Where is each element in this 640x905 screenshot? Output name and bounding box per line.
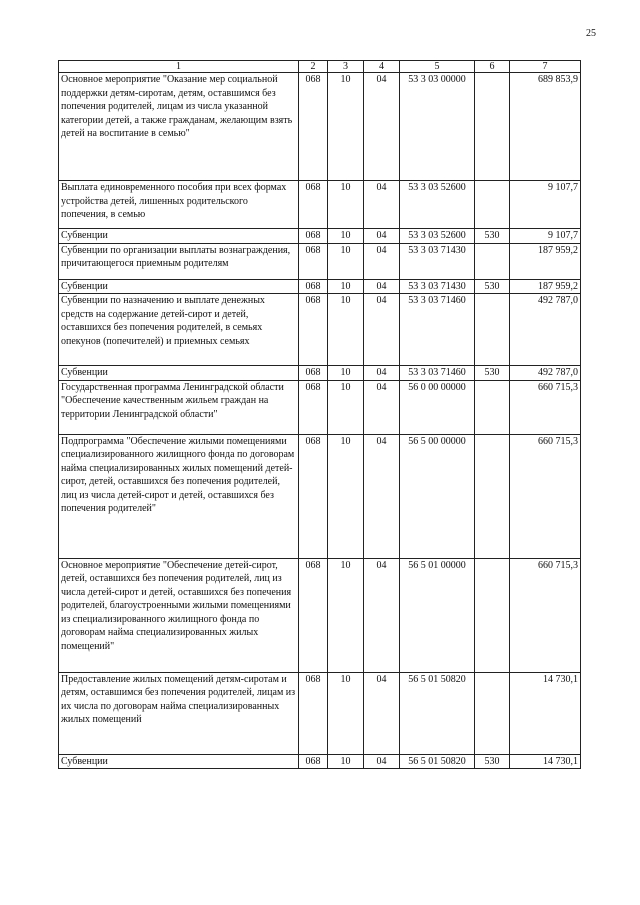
row-name-cell: Выплата единовременного пособия при всех формах устройства детей, лишенных родительского попечения, в семью: [59, 181, 299, 229]
subchapter-code-cell: 04: [364, 229, 400, 244]
section-code-cell: 068: [299, 366, 328, 381]
expense-type-cell: [475, 558, 510, 672]
target-article-cell: 56 5 01 00000: [400, 558, 475, 672]
amount-cell: 660 715,3: [510, 558, 581, 672]
column-header: 4: [364, 61, 400, 73]
expense-type-cell: [475, 380, 510, 434]
section-code-cell: 068: [299, 279, 328, 294]
section-code-cell: 068: [299, 754, 328, 769]
table-row: [59, 754, 581, 769]
target-article-cell: 53 3 03 71430: [400, 243, 475, 279]
expense-type-cell: [475, 243, 510, 279]
subchapter-code-cell: 04: [364, 294, 400, 366]
amount-cell: 492 787,0: [510, 294, 581, 366]
section-code-cell: 068: [299, 380, 328, 434]
expense-type-cell: [475, 181, 510, 229]
section-code-cell: 068: [299, 181, 328, 229]
chapter-code-cell: 10: [328, 366, 364, 381]
target-article-cell: 56 5 01 50820: [400, 672, 475, 754]
column-header: 5: [400, 61, 475, 73]
amount-cell: 14 730,1: [510, 672, 581, 754]
subchapter-code-cell: 04: [364, 243, 400, 279]
amount-cell: 660 715,3: [510, 380, 581, 434]
table-row: [59, 243, 581, 279]
page-number: 25: [586, 28, 596, 39]
target-article-cell: 56 5 01 50820: [400, 754, 475, 769]
table-row: [59, 181, 581, 229]
table-row: [59, 366, 581, 381]
row-name-cell: Субвенции по организации выплаты вознаграждения, причитающегося приемным родителям: [59, 243, 299, 279]
row-name-cell: Основное мероприятие "Оказание мер социальной поддержки детям-сиротам, детям, оставшимся без попечения родителей, лицам из числа указанной категории детей, а также гражданам, желающим взять детей на воспитание в семью": [59, 73, 299, 181]
row-name-cell: Подпрограмма "Обеспечение жилыми помещениями специализированного жилищного фонда по договорам найма специализированных жилых помещений детей-сирот, детей, оставшихся без попечения родителей, лиц из числа детей-сирот и детей, оставшихся без попечения родителей": [59, 434, 299, 558]
amount-cell: 14 730,1: [510, 754, 581, 769]
section-code-cell: 068: [299, 672, 328, 754]
target-article-cell: 53 3 03 52600: [400, 181, 475, 229]
table-row: [59, 434, 581, 558]
section-code-cell: 068: [299, 243, 328, 279]
amount-cell: 187 959,2: [510, 243, 581, 279]
expense-type-cell: [475, 434, 510, 558]
amount-cell: 187 959,2: [510, 279, 581, 294]
section-code-cell: 068: [299, 73, 328, 181]
subchapter-code-cell: 04: [364, 672, 400, 754]
column-header: 3: [328, 61, 364, 73]
subchapter-code-cell: 04: [364, 754, 400, 769]
table-row: [59, 294, 581, 366]
chapter-code-cell: 10: [328, 181, 364, 229]
row-name-cell: Основное мероприятие "Обеспечение детей-сирот, детей, оставшихся без попечения родителей, лиц из числа детей-сирот и детей, оставшихся без попечения родителей, благоустроенными жилыми помещениями из специализированного жилищного фонда по договорам найма специализированных жилых помещений": [59, 558, 299, 672]
chapter-code-cell: 10: [328, 754, 364, 769]
row-name-cell: Государственная программа Ленинградской области "Обеспечение качественным жильем граждан на территории Ленинградской области": [59, 380, 299, 434]
amount-cell: 492 787,0: [510, 366, 581, 381]
table-row: [59, 380, 581, 434]
chapter-code-cell: 10: [328, 380, 364, 434]
budget-table: [58, 60, 581, 769]
expense-type-cell: [475, 294, 510, 366]
table-row: [59, 229, 581, 244]
subchapter-code-cell: 04: [364, 279, 400, 294]
column-header: 7: [510, 61, 581, 73]
column-header: 1: [59, 61, 299, 73]
section-code-cell: 068: [299, 558, 328, 672]
expense-type-cell: [475, 73, 510, 181]
target-article-cell: 53 3 03 00000: [400, 73, 475, 181]
subchapter-code-cell: 04: [364, 181, 400, 229]
expense-type-cell: 530: [475, 229, 510, 244]
table-row: [59, 672, 581, 754]
expense-type-cell: 530: [475, 754, 510, 769]
chapter-code-cell: 10: [328, 243, 364, 279]
target-article-cell: 53 3 03 52600: [400, 229, 475, 244]
column-header: 2: [299, 61, 328, 73]
row-name-cell: Субвенции по назначению и выплате денежных средств на содержание детей-сирот и детей, оставшихся без попечения родителей, в семьях опекунов (попечителей) и приемных семьях: [59, 294, 299, 366]
row-name-cell: Предоставление жилых помещений детям-сиротам и детям, оставшимся без попечения родителей, лицам из их числа по договорам найма специализированных жилых помещений: [59, 672, 299, 754]
section-code-cell: 068: [299, 434, 328, 558]
row-name-cell: Субвенции: [59, 279, 299, 294]
row-name-cell: Субвенции: [59, 754, 299, 769]
row-name-cell: Субвенции: [59, 229, 299, 244]
expense-type-cell: 530: [475, 279, 510, 294]
chapter-code-cell: 10: [328, 229, 364, 244]
chapter-code-cell: 10: [328, 294, 364, 366]
table-row: [59, 558, 581, 672]
target-article-cell: 53 3 03 71460: [400, 294, 475, 366]
section-code-cell: 068: [299, 294, 328, 366]
table-row: [59, 279, 581, 294]
subchapter-code-cell: 04: [364, 558, 400, 672]
section-code-cell: 068: [299, 229, 328, 244]
target-article-cell: 56 0 00 00000: [400, 380, 475, 434]
amount-cell: 9 107,7: [510, 229, 581, 244]
chapter-code-cell: 10: [328, 73, 364, 181]
expense-type-cell: [475, 672, 510, 754]
target-article-cell: 53 3 03 71460: [400, 366, 475, 381]
subchapter-code-cell: 04: [364, 73, 400, 181]
chapter-code-cell: 10: [328, 279, 364, 294]
target-article-cell: 53 3 03 71430: [400, 279, 475, 294]
chapter-code-cell: 10: [328, 558, 364, 672]
amount-cell: 689 853,9: [510, 73, 581, 181]
expense-type-cell: 530: [475, 366, 510, 381]
column-header: 6: [475, 61, 510, 73]
amount-cell: 9 107,7: [510, 181, 581, 229]
chapter-code-cell: 10: [328, 672, 364, 754]
amount-cell: 660 715,3: [510, 434, 581, 558]
header-row: [59, 61, 581, 73]
table-row: [59, 73, 581, 181]
subchapter-code-cell: 04: [364, 380, 400, 434]
subchapter-code-cell: 04: [364, 434, 400, 558]
target-article-cell: 56 5 00 00000: [400, 434, 475, 558]
row-name-cell: Субвенции: [59, 366, 299, 381]
chapter-code-cell: 10: [328, 434, 364, 558]
subchapter-code-cell: 04: [364, 366, 400, 381]
